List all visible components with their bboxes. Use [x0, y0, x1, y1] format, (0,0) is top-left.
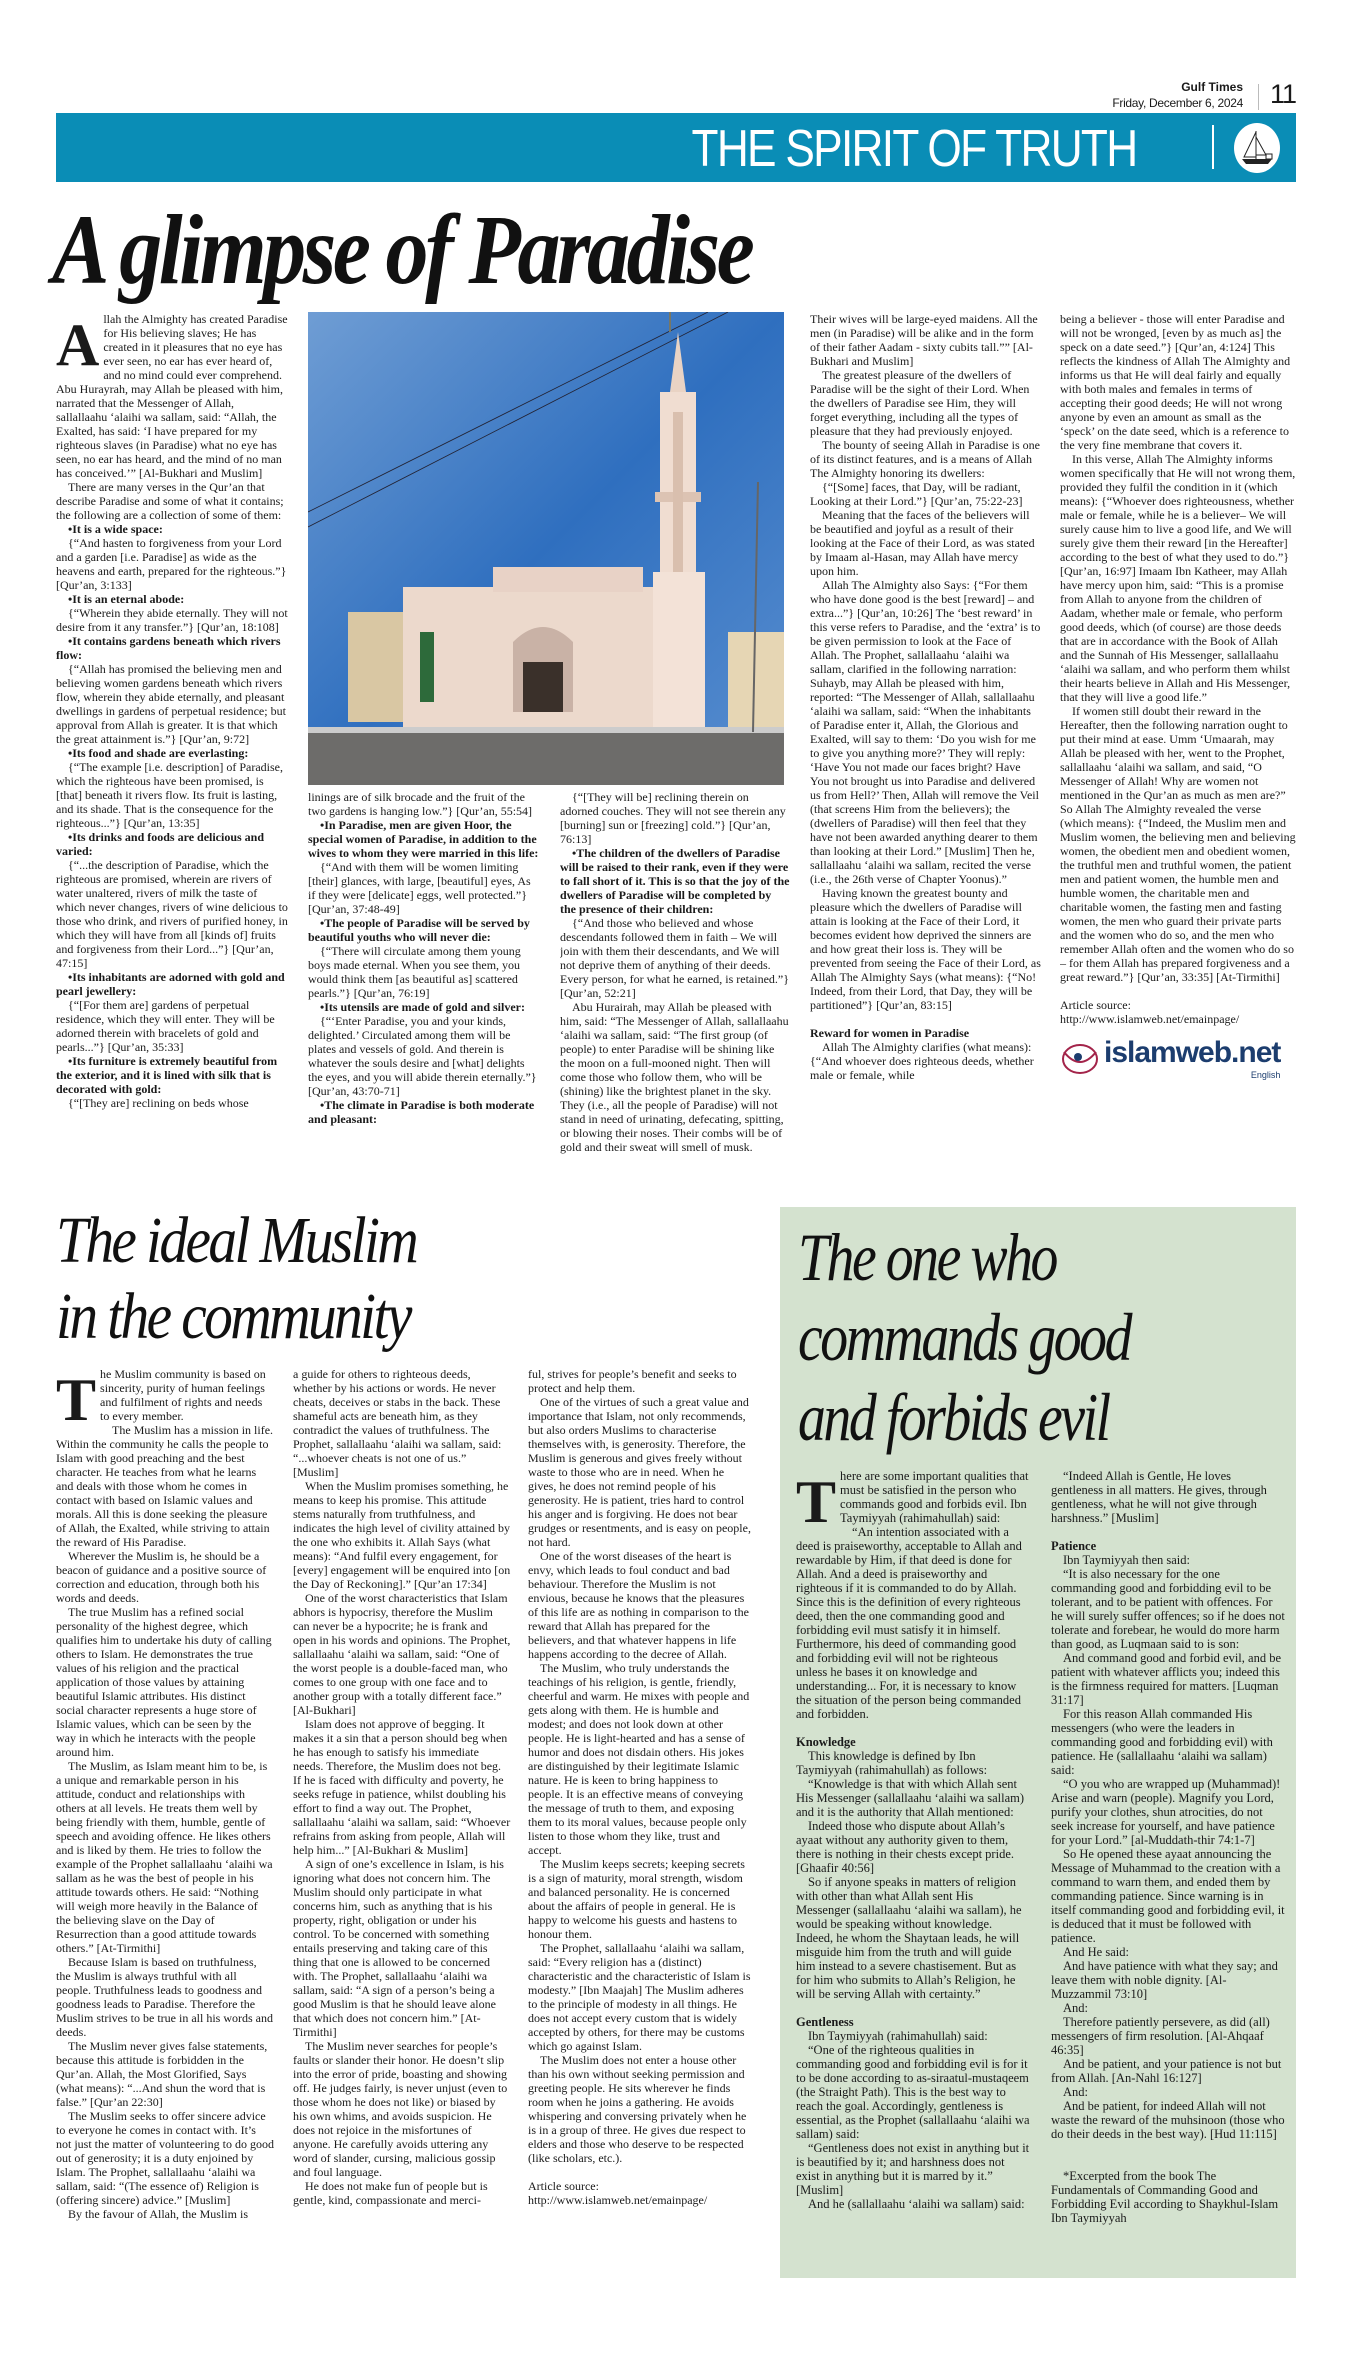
- paragraph-text: The people of Paradise will be served by beautiful youths who will never die:: [308, 916, 530, 944]
- paragraph: [56, 480, 288, 522]
- paragraph-text: Article source: http://www.islamweb.net/emainpage/: [1060, 998, 1240, 1026]
- bullet-heading: [308, 1000, 540, 1014]
- paradise-headline: A glimpse of Paradise: [52, 194, 752, 305]
- paradise-column-5: [1060, 312, 1296, 1182]
- paragraph-text: In this verse, Allah The Almighty informs women specifically that He will not wrong them, provided they fulfil the condition in it (which means): {“Whoever does righteousness, whether male or female, while he is a believer– We will surely cause him to live a good life, and We will surely give them their reward [in the Hereafter] according to the best of what they used to do.”} [Qur’an, 16:97] Imaam Ibn Katheer, may Allah have mercy upon him, said: “This is a promise from Allah to anyone from the children of Aadam, whether male or female, who perform good deeds, which (of course) are those deeds that are in accordance with the Book of Allah and the Sunnah of His Messenger, sallallaahu ‘alaihi wa sallam, and who perform them whilst their hearts believe in Allah and His Messenger, that they will live a good life.”: [1060, 452, 1296, 704]
- paragraph: [796, 2197, 1030, 2211]
- paragraph: [1051, 1469, 1286, 1525]
- paragraph-text: Its inhabitants are adorned with gold and pearl jewellery:: [56, 970, 285, 998]
- paragraph-text: Islam does not approve of begging. It makes it a sin that a person should beg when he has enough to satisfy his immediate needs. Therefore, the Muslim does not beg. If he is faced with difficulty and poverty, he seeks refuge in patience, whilst doubling his effort to find a way out. The Prophet, sallallaahu ‘alaihi wa sallam, said: “Whoever refrains from asking from people, Allah will help him...” [Al-Bukhari & Muslim]: [293, 1717, 511, 1857]
- paragraph-text: For this reason Allah commanded His messengers (who were the leaders in commanding good and forbidding evil) with patience. He (sallallaahu ‘alaihi wa sallam) said:: [1051, 1707, 1273, 1777]
- paragraph-text: Knowledge: [796, 1735, 856, 1749]
- paragraph: [796, 2043, 1030, 2141]
- paragraph-text: Gentleness: [796, 2015, 854, 2029]
- paragraph-text: The children of the dwellers of Paradise will be raised to their rank, even if they were to fall short of it. This is so that the joy of the dwellers of Paradise will be completed by the presence of their children:: [560, 846, 790, 916]
- paragraph: [56, 1955, 274, 2039]
- paragraph-text: It contains gardens beneath which rivers flow:: [56, 634, 281, 662]
- paragraph: [528, 2053, 752, 2165]
- paragraph-text: {“[For them are] gardens of perpetual residence, which they will enter. They will be adorned therein with bracelets of gold and pearls...”} [Qur’an, 35:33]: [56, 998, 275, 1054]
- paragraph-text: {“‘Enter Paradise, you and your kinds, delighted.’ Circulated among them will be plates and vessels of gold. And therein is whatever the souls desire and [what] delights the eyes, and you will abide therein eternally.”} [Qur’an, 43:70-71]: [308, 1014, 537, 1098]
- paragraph-text: So if anyone speaks in matters of religion with other than what Allah sent His Messenger (sallallaahu ‘alaihi wa sallam), he would be speaking without knowledge. Indeed, he whom the Shaytaan leads, he will misguide him from the truth and will guide him instead to a severe chastisement. But as for him who submits to Allah’s Religion, he will be serving Allah with certainty.”: [796, 1875, 1022, 2001]
- paragraph-text: {“[They are] reclining on beds whose: [68, 1096, 249, 1110]
- mosque-photo: [308, 312, 784, 785]
- headline-line-1: The one who: [798, 1219, 1056, 1295]
- section-banner: [56, 113, 1296, 182]
- header-divider: [1258, 84, 1259, 110]
- paragraph-text: And he (sallallaahu ‘alaihi wa sallam) said:: [808, 2197, 1025, 2211]
- paragraph-text: The climate in Paradise is both moderate and pleasant:: [308, 1098, 535, 1126]
- paragraph: [308, 860, 540, 916]
- paragraph-text: Therefore patiently persevere, as did (all) messengers of firm resolution. [Al-Ahqaaf 46:35]: [1051, 2015, 1270, 2057]
- paradise-column-1: [56, 312, 288, 1182]
- paragraph-text: The greatest pleasure of the dwellers of Paradise will be the sight of their Lord. When the dwellers of Paradise see Him, they will forget everything, including all the types of pleasure that they had previously enjoyed.: [810, 368, 1030, 438]
- drop-cap: A: [56, 312, 100, 378]
- paragraph-text: The true Muslim has a refined social personality of the highest degree, which qualifies him to undertake his duty of calling others to Islam. He demonstrates the true values of his religion and the practical application of those values by attaining beautiful Islamic attributes. His distinct social character represents a huge store of Islamic values, which can be seen by the way in which he interacts with the people around him.: [56, 1605, 272, 1759]
- paragraph: [1051, 2057, 1286, 2085]
- paradise-column-4: [810, 312, 1042, 1182]
- paragraph-text: In Paradise, men are given Hoor, the special women of Paradise, in addition to the wives to whom they were married in this life:: [308, 818, 539, 860]
- paragraph-text: linings are of silk brocade and the fruit of the two gardens is hanging low.”} [Qur’an, 55:54]: [308, 790, 533, 818]
- paragraph: [56, 2109, 274, 2207]
- paragraph-text: llah the Almighty has created Paradise for His believing slaves; He has created in it pleasures that no eye has ever seen, no ear has ever heard of, and no mind could ever comprehend. Abu Hurayrah, may Allah be pleased with him, narrated that the Messenger of Allah, sallallaahu ‘alaihi wa sallam, said: “Allah, the Exalted, has said: ‘I have prepared for my righteous slaves (in Paradise) what no eye has seen, no ear has heard, and the mind of no man has conceived.’” [Al-Bukhari and Muslim]: [56, 312, 288, 480]
- paragraph-text: If women still doubt their reward in the Hereafter, then the following narration ought to put their mind at ease. Umm ‘Umaarah, may Allah be pleased with her, went to the Prophet, sallallaahu ‘alaihi wa sallam, and said, “O Messenger of Allah! Why are women not mentioned in the Qur’an as much as men are?” So Allah The Almighty revealed the verse (which means): {“Indeed, the Muslim men and Muslim women, the believing men and believing women, the obedient men and obedient women, the truthful men and truthful women, the patient men and patient women, the humble men and humble women, the charitable men and charitable women, the fasting men and fasting women, the men who guard their private parts and the women who do so, and the men who remember Allah often and the women who do so – for them Allah has prepared forgiveness and a great reward.”} [Qur’an, 33:35] [At-Tirmithi]: [1060, 704, 1296, 984]
- paragraph-text: Meaning that the faces of the believers will be beautified and joyful as a result of their looking at the Face of their Lord, as was stated by Imaam al-Hasan, may Allah have mercy upon him.: [810, 508, 1035, 578]
- headline-line-1: The ideal Muslim: [56, 1204, 417, 1277]
- paragraph: [1051, 1707, 1286, 1777]
- subheading: [810, 1026, 1042, 1040]
- page-number: 11: [1270, 79, 1297, 109]
- paragraph: [560, 916, 790, 1000]
- paragraph-text: {“Allah has promised the believing men and believing women gardens beneath which rivers flow, wherein they abide eternally, and pleasant dwellings in gardens of perpetual residence; but approval from Allah is greater. It is that which the great attainment is.”} [Qur’an, 9:72]: [56, 662, 286, 746]
- paradise-column-2: [308, 790, 540, 1182]
- bullet-heading: [308, 1098, 540, 1126]
- paragraph: [56, 536, 288, 592]
- paragraph-text: The Muslim, as Islam meant him to be, is a unique and remarkable person in his attitude, conduct and relationships with others at all levels. He treats them well by being friendly with them, humble, gentle of speech and avoiding offence. He likes others and is liked by them. He tries to follow the example of the Prophet sallallaahu ‘alaihi wa sallam as he was the best of people in his attitude towards others. He said: “Nothing will weigh more heavily in the Balance of the believing slave on the Day of Resurrection than a good attitude towards others.” [At-Tirmithi]: [56, 1759, 273, 1955]
- paragraph-text: Ibn Taymiyyah then said:: [1063, 1553, 1190, 1567]
- paragraph: [560, 790, 790, 846]
- paragraph: [1051, 2099, 1286, 2141]
- headline-line-2: commands good: [798, 1299, 1130, 1375]
- paragraph-text: *Excerpted from the book The Fundamentals of Commanding Good and Forbidding Evil according to Shaykhul-Islam Ibn Taymiyyah: [1051, 2169, 1279, 2225]
- paragraph-text: here are some important qualities that must be satisfied in the person who commands good and forbids evil. Ibn Taymiyyah (rahimahullah) said:: [840, 1469, 1029, 1525]
- drop-cap: T: [56, 1367, 97, 1433]
- islamweb-logo: [1060, 1036, 1296, 1081]
- issue-date: Friday, December 6, 2024: [1112, 96, 1243, 110]
- paragraph: [528, 1367, 752, 1395]
- ideal-muslim-headline: [56, 1203, 416, 1355]
- paragraph-text: And have patience with what they say; and leave them with noble dignity. [Al-Muzzammil 73:10]: [1051, 1959, 1278, 2001]
- footnote: [1051, 2169, 1286, 2225]
- paragraph: [810, 508, 1042, 578]
- paragraph-text: ful, strives for people’s benefit and seeks to protect and help them.: [528, 1367, 737, 1395]
- paragraph-text: And be patient, and your patience is not but from Allah. [An-Nahl 16:127]: [1051, 2057, 1282, 2085]
- paragraph: [810, 438, 1042, 480]
- subheading: [796, 1735, 1030, 1749]
- paragraph-text: One of the worst characteristics that Islam abhors is hypocrisy, therefore the Muslim can never be a hypocrite; he is frank and open in his words and opinions. The Prophet, sallallaahu ‘alaihi wa sallam, said: “One of the worst people is a double-faced man, who comes to one group with one face and to another group with a totally different face.” [Al-Bukhari]: [293, 1591, 511, 1717]
- paragraph-text: “It is also necessary for the one commanding good and forbidding evil to be tolerant, and to be patient with offences. For he will surely suffer offences; so if he does not tolerate and forebear, he would do more harm than good, as Luqmaan said to is son:: [1051, 1567, 1285, 1651]
- paragraph-text: {“[They will be] reclining therein on adorned couches. They will not see therein any [burning] sun or [freezing] cold.”} [Qur’an, 76:13]: [560, 790, 786, 846]
- paragraph: [810, 480, 1042, 508]
- bullet-heading: [308, 916, 540, 944]
- section-title: THE SPIRIT OF TRUTH: [691, 120, 1136, 178]
- paragraph-text: The Muslim, who truly understands the teachings of his religion, is gentle, friendly, cheerful and warm. He mixes with people and gets along with them. He is humble and modest; and does not look down at other people. He is light-hearted and has a sense of humor and does not disdain others. His jokes are distinguished by their legitimate Islamic nature. He is keen to bring happiness to people. It is an effective means of conveying the message of truth to them, and exposing them to its moral values, because people only listen to those whom they like, trust and accept.: [528, 1661, 750, 1857]
- paragraph: [810, 312, 1042, 368]
- paragraph: [293, 2039, 511, 2179]
- paragraph-text: Patience: [1051, 1539, 1097, 1553]
- paragraph-text: a guide for others to righteous deeds, whether by his actions or words. He never cheats, deceives or stabs in the back. These shameful acts are beneath him, as they contradict the values of truthfulness. The Prophet, sallallaahu ‘alaihi wa sallam, said: “...whoever cheats is not one of us.” [Muslim]: [293, 1367, 502, 1479]
- paragraph: [293, 2179, 511, 2207]
- paragraph: [56, 1549, 274, 1605]
- paragraph: [56, 998, 288, 1054]
- bullet-heading: [56, 830, 288, 858]
- commands-good-headline: [798, 1217, 1130, 1457]
- paragraph-text: “Indeed Allah is Gentle, He loves gentleness in all matters. He gives, through gentleness, what he will not give through harshness.” [Muslim]: [1051, 1469, 1267, 1525]
- paragraph-text: Ibn Taymiyyah (rahimahullah) said:: [808, 2029, 988, 2043]
- paragraph: [1051, 1651, 1286, 1707]
- paragraph-text: This knowledge is defined by Ibn Taymiyyah (rahimahullah) as follows:: [796, 1749, 988, 1777]
- drop-cap: T: [796, 1469, 837, 1535]
- ideal-column-3: [528, 1367, 752, 2279]
- paragraph: [56, 2207, 274, 2221]
- paragraph-text: A sign of one’s excellence in Islam, is his ignoring what does not concern him. The Muslim should only participate in what concerns him, such as anything that is his property, right, obligation or under his control. To be concerned with something entails preserving and taking care of this thing that one is allowed to be concerned with. The Prophet, sallallaahu ‘alaihi wa sallam, said: “A sign of a person’s being a good Muslim is that he should leave alone that which does not concern him.” [At-Tirmithi]: [293, 1857, 504, 2039]
- paragraph: [1051, 2085, 1286, 2099]
- paragraph: [810, 368, 1042, 438]
- paragraph-text: Its utensils are made of gold and silver:: [324, 1000, 525, 1014]
- paragraph-text: He does not make fun of people but is gentle, kind, compassionate and merci-: [293, 2179, 488, 2207]
- paragraph: [1051, 1945, 1286, 1959]
- paragraph-text: And He said:: [1063, 1945, 1129, 1959]
- paragraph-text: Abu Hurairah, may Allah be pleased with him, said: “The Messenger of Allah, sallallaahu ‘alaihi wa sallam, said: “The first group (of people) to enter Paradise will be shining like the moon on a full-mooned night. Then will come those who follow them, who will be (shining) like the brightest planet in the sky. They (i.e., all the people of Paradise) will not stand in need of urinating, defecating, spitting, or blowing their noses. Their combs will be of gold and their sweat will smell of musk.: [560, 1000, 789, 1154]
- newspaper-name: Gulf Times: [1181, 80, 1243, 94]
- bullet-heading: [56, 970, 288, 998]
- ideal-column-2: [293, 1367, 511, 2279]
- paragraph-text: The bounty of seeing Allah in Paradise is one of its distinct features, and is a means of Allah The Almighty honoring its dwellers:: [810, 438, 1040, 480]
- paragraph-text: “One of the righteous qualities in commanding good and forbidding evil is for it to be done according to as-siraatul-mustaqeem (the Straight Path). This is the best way to reach the goal. Accordingly, gentleness is essential, as the Prophet (sallallaahu ‘alaihi wa sallam) said:: [796, 2043, 1030, 2141]
- paragraph: [796, 1525, 1030, 1721]
- paragraph: [1060, 312, 1296, 452]
- bullet-heading: [56, 634, 288, 662]
- paragraph-text: {“...the description of Paradise, which the righteous are promised, wherein are rivers of water unaltered, rivers of milk the taste of which never changes, rivers of wine delicious to those who drink, and rivers of purified honey, in which they will have from all [kinds of] fruits and forgiveness from their Lord...”} [Qur’an, 47:15]: [56, 858, 288, 970]
- paragraph: [796, 1749, 1030, 1777]
- paragraph-text: By the favour of Allah, the Muslim is: [68, 2207, 248, 2221]
- paragraph: [308, 790, 540, 818]
- paragraph: [528, 1549, 752, 1661]
- paragraph-text: “An intention associated with a deed is praiseworthy, acceptable to Allah and rewardable by Him, if that deed is done for Allah. And a deed is praiseworthy and righteous if it is commanded to do by Allah. Since this is the definition of every righteous deed, then the one commanding good and forbidding evil must satisfy it in himself. Furthermore, his deed of commanding good and forbidding evil will not be righteous unless he bases it on knowledge and understanding... For, it is necessary to know the situation of the person being commanded and forbidden.: [796, 1525, 1022, 1721]
- paragraph: [56, 662, 288, 746]
- paragraph-text: Their wives will be large-eyed maidens. All the men (in Paradise) will be alike and in the form of their father Aadam - sixty cubits tall.”” [Al-Bukhari and Muslim]: [810, 312, 1038, 368]
- paragraph-text: Wherever the Muslim is, he should be a beacon of guidance and a positive source of correction and education, through both his words and deeds.: [56, 1549, 267, 1605]
- paragraph-text: {“[Some] faces, that Day, will be radiant, Looking at their Lord.”} [Qur’an, 75:22-23]: [810, 480, 1023, 508]
- paragraph-text: Its furniture is extremely beautiful from the exterior, and it is lined with silk that is decorated with gold:: [56, 1054, 278, 1096]
- headline-line-2: in the community: [56, 1280, 410, 1353]
- paragraph: [810, 886, 1042, 1012]
- paragraph-text: And:: [1063, 2001, 1088, 2015]
- paragraph: [796, 2141, 1030, 2197]
- paragraph-text: Allah The Almighty clarifies (what means): {“And whoever does righteous deeds, whether male or female, while: [810, 1040, 1034, 1082]
- paragraph: [810, 1040, 1042, 1082]
- paragraph: [293, 1717, 511, 1857]
- paragraph: [293, 1367, 511, 1479]
- bullet-heading: [56, 746, 288, 760]
- ideal-column-1: [56, 1367, 274, 2279]
- paragraph: [796, 2029, 1030, 2043]
- paragraph: [293, 1591, 511, 1717]
- article-source: [528, 2179, 752, 2207]
- paragraph-text: he Muslim community is based on sincerity, purity of human feelings and fulfilment of rights and needs to every member.: [100, 1367, 266, 1423]
- paragraph-text: Its drinks and foods are delicious and varied:: [56, 830, 265, 858]
- paragraph: [796, 1777, 1030, 1819]
- paragraph-text: The Muslim does not enter a house other than his own without seeking permission and greeting people. He sits wherever he finds room when he joins a gathering. He avoids whispering and conversing privately when he is in a group of three. He gives due respect to elders and those who deserve to be respected (like scholars, etc.).: [528, 2053, 747, 2165]
- paragraph: [56, 1367, 274, 1433]
- paragraph-text: “Knowledge is that with which Allah sent His Messenger (sallallaahu ‘alaihi wa sallam) and it is the authority that Allah mentioned:: [796, 1777, 1025, 1819]
- bullet-heading: [56, 1054, 288, 1096]
- article-source: [1060, 998, 1296, 1026]
- paragraph: [1060, 452, 1296, 704]
- paragraph: [796, 1875, 1030, 2001]
- paragraph-text: Reward for women in Paradise: [810, 1026, 970, 1040]
- paragraph: [56, 1423, 274, 1549]
- paragraph: [293, 1857, 511, 2039]
- commands-good-box: [780, 1207, 1296, 2278]
- paragraph: [1051, 2015, 1286, 2057]
- paragraph-text: {“Wherein they abide eternally. They will not desire from it any transfer.”} [Qur’an, 18:108]: [56, 606, 288, 634]
- paragraph-text: {“And those who believed and whose descendants followed them in faith – We will join with them their descendants, and We will not deprive them of anything of their deeds. Every person, for what he earned, is retained.”} [Qur’an, 52:21]: [560, 916, 789, 1000]
- paragraph-text: And be patient, for indeed Allah will not waste the reward of the muhsinoon (those who do their deeds in the best way). [Hud 11:115]: [1051, 2099, 1285, 2141]
- commands-column-2: [1051, 1469, 1286, 2272]
- paragraph: [796, 1469, 1030, 1535]
- paragraph-text: The Muslim has a mission in life. Within the community he calls the people to Islam with good preaching and the best character. He teaches from what he learns and deals with those whom he comes in contact with based on Islamic values and morals. All this is done seeking the pleasure of Allah, the Exalted, while striving to attain the reward of His Paradise.: [56, 1423, 274, 1549]
- paragraph-text: “Gentleness does not exist in anything but it is beautified by it; and harshness does not exist in anything but it is marred by it.” [Muslim]: [796, 2141, 1030, 2197]
- subheading: [1051, 1539, 1286, 1553]
- paragraph-text: The Muslim seeks to offer sincere advice to everyone he comes in contact with. It’s not just the matter of volunteering to do good out of generosity; it is a duty enjoined by Islam. The Prophet, sallallaahu ‘alaihi wa sallam, said: “(The essence of) Religion is (offering sincere) advice.” [Muslim]: [56, 2109, 274, 2207]
- paragraph-text: {“And hasten to forgiveness from your Lord and a garden [i.e. Paradise] as wide as the heavens and earth, prepared for the righteous.”} [Qur’an, 3:133]: [56, 536, 287, 592]
- banner-divider: [1212, 125, 1214, 169]
- paragraph: [56, 1759, 274, 1955]
- paragraph-text: {“The example [i.e. description] of Paradise, which the righteous have been promised, is [that] beneath it rivers flow. Its fruit is lasting, and its shade. That is the consequence for the righteous...”} [Qur’an, 13:35]: [56, 760, 284, 830]
- paragraph-text: The Prophet, sallallaahu ‘alaihi wa sallam, said: “Every religion has a (distinct) characteristic and the characteristic of Islam is modesty.” [Ibn Maajah] The Muslim adheres to the principle of modesty in all things. He does not accept every custom that is widely accepted by others, for there may be customs which go against Islam.: [528, 1941, 751, 2053]
- paragraph: [56, 312, 288, 480]
- bullet-heading: [308, 818, 540, 860]
- paragraph: [56, 1605, 274, 1759]
- paragraph-text: And:: [1063, 2085, 1088, 2099]
- bullet-heading: [560, 846, 790, 916]
- commands-column-1: [796, 1469, 1030, 2272]
- paragraph: [1051, 1777, 1286, 1847]
- paragraph-text: There are many verses in the Qur’an that describe Paradise and some of what it contains; the following are a collection of some of them:: [56, 480, 284, 522]
- paragraph: [528, 1941, 752, 2053]
- paragraph: [56, 2039, 274, 2109]
- paragraph-text: The Muslim never gives false statements, because this attitude is forbidden in the Qur’an. Allah, the Most Glorified, Says (what means): “...And shun the word that is false.” [Qur’an 22:30]: [56, 2039, 268, 2109]
- paragraph-text: Indeed those who dispute about Allah’s ayaat without any authority given to them, there is nothing in their chests except pride. [Ghaafir 40:56]: [796, 1819, 1014, 1875]
- paragraph: [56, 1096, 288, 1110]
- globe-icon: [1060, 1042, 1100, 1076]
- paragraph-text: It is an eternal abode:: [72, 592, 185, 606]
- paragraph-text: One of the virtues of such a great value and importance that Islam, not only recommends, but also orders Muslims to characterise themselves with, is generosity. Therefore, the Muslim is generous and gives freely without waste to those who are in need. When he gives, he does not remind people of his generosity. He is patient, tries hard to control his anger and is forgiving. He does not bear grudges or resentments, and is easy on people, not hard.: [528, 1395, 751, 1549]
- paragraph-text: Article source: http://www.islamweb.net/emainpage/: [528, 2179, 708, 2207]
- paragraph: [1060, 704, 1296, 984]
- paragraph-text: Having known the greatest bounty and pleasure which the dwellers of Paradise will attain is looking at the Face of their Lord, it becomes evident how deprived the sinners are and how great their loss is. They will be prevented from seeing the Face of their Lord, as Allah The Almighty Says (what means): {“No! Indeed, from their Lord, that Day, they will be partitioned”} [Qur’an, 83:15]: [810, 886, 1041, 1012]
- paragraph-text: “O you who are wrapped up (Muhammad)! Arise and warn (people). Magnify you Lord, purify your clothes, shun atrocities, do not seek increase for yourself, and have patience for your Lord.” [al-Muddath-thir 74:1-7]: [1051, 1777, 1281, 1847]
- paragraph: [308, 1014, 540, 1098]
- paragraph: [1051, 1553, 1286, 1567]
- paragraph-text: One of the worst diseases of the heart is envy, which leads to foul conduct and bad behaviour. Therefore the Muslim is not envious, because he knows that the pleasures of this life are as nothing in comparison to the reward that Allah has prepared for the believers, and that whatever happens in life happens according to the decree of Allah.: [528, 1549, 749, 1661]
- bullet-heading: [56, 592, 288, 606]
- paragraph: [1051, 1567, 1286, 1651]
- paragraph-text: The Muslim never searches for people’s faults or slander their honor. He doesn’t slip into the error of pride, boasting and showing off. He judges fairly, is never unjust (even to those whom he does not like) or biased by his own whims, and avoids suspicion. He does not rejoice in the misfortunes of anyone. He carefully avoids uttering any word of slander, cursing, malicious gossip and foul language.: [293, 2039, 508, 2179]
- paragraph: [308, 944, 540, 1000]
- paragraph: [528, 1661, 752, 1857]
- paragraph: [1051, 2001, 1286, 2015]
- paragraph-text: {“There will circulate among them young boys made eternal. When you see them, you would think them [as beautiful as] scattered pearls.”} [Qur’an, 76:19]: [308, 944, 521, 1000]
- logo-sub: English: [1250, 1070, 1281, 1080]
- paragraph-text: And command good and forbid evil, and be patient with whatever afflicts you; indeed this is the firmness required for matters. [Luqman 31:17]: [1051, 1651, 1282, 1707]
- headline-line-3: and forbids evil: [798, 1379, 1109, 1455]
- paragraph-text: Allah The Almighty also Says: {“For them who have done good is the best [reward] – and extra...”} [Qur’an, 10:26] The ‘best reward’ in this verse refers to Paradise, and the ‘extra’ is to be given permission to look at the Face of Allah. The Prophet, sallallaahu ‘alaihi wa sallam, clarified in the following narration: Suhayb, may Allah be pleased with him, reported: “The Messenger of Allah, sallallaahu ‘alaihi wa sallam, said: “When the inhabitants of Paradise enter it, Allah, the Glorious and Exalted, will say to them: ‘Do you wish for me to give you anything more?’ They will reply: ‘Have You not made our faces bright? Have You not brought us into Paradise and delivered us from Hell?’ Then, Allah will remove the Veil (that screens Him from the believers); the (dwellers of Paradise) will then feel that they have not been awarded anything dearer to them than looking at their Lord.” [Muslim] Then he, sallallaahu ‘alaihi wa sallam, recited the verse (i.e., the 26th verse of Chapter Yoonus).”: [810, 578, 1041, 886]
- paragraph-text: Because Islam is based on truthfulness, the Muslim is always truthful with all people. Truthfulness leads to goodness and goodness leads to Paradise. Therefore the Muslim strives to be true in all his words and deeds.: [56, 1955, 273, 2039]
- dhow-boat-icon: [1234, 123, 1280, 173]
- paragraph: [56, 606, 288, 634]
- paragraph-text: So He opened these ayaat announcing the Message of Muhammad to the creation with a command to warn them, and ended them by commanding patience. Since warning is in itself commanding good and forbidding evil, it is deduced that it must be followed with patience.: [1051, 1847, 1285, 1945]
- paragraph: [56, 858, 288, 970]
- paragraph: [796, 1819, 1030, 1875]
- paragraph: [56, 760, 288, 830]
- paragraph: [810, 578, 1042, 886]
- logo-name: islamweb.net: [1104, 1036, 1281, 1069]
- paragraph: [1051, 1847, 1286, 1945]
- bullet-heading: [56, 522, 288, 536]
- paragraph: [560, 1000, 790, 1154]
- paragraph-text: {“And with them will be women limiting [their] glances, with large, [beautiful] eyes, As if they were [delicate] eggs, well protected.”} [Qur’an, 37:48-49]: [308, 860, 531, 916]
- paradise-column-3: [560, 790, 790, 1182]
- subheading: [796, 2015, 1030, 2029]
- paragraph-text: When the Muslim promises something, he means to keep his promise. This attitude stems naturally from truthfulness, and indicates the high level of civility attained by the one who exhibits it. Allah Says (what means): “And fulfil every engagement, for [every] engagement will be enquired into [on the Day of Reckoning].” [Qur’an 17:34]: [293, 1479, 511, 1591]
- paragraph-text: It is a wide space:: [72, 522, 163, 536]
- paragraph-text: Its food and shade are everlasting:: [72, 746, 249, 760]
- paragraph: [293, 1479, 511, 1591]
- paragraph-text: being a believer - those will enter Paradise and will not be wronged, [even by as much as] the speck on a date seed.”} [Qur’an, 4:124] This reflects the kindness of Allah The Almighty and informs us that He will deal fairly and equally with both males and females in terms of accepting their good deeds; He will not wrong anyone by even an amount as small as the ‘speck’ on the date seed, which is a reference to the very fine membrane that covers it.: [1060, 312, 1291, 452]
- paragraph: [528, 1395, 752, 1549]
- paragraph: [528, 1857, 752, 1941]
- paragraph-text: The Muslim keeps secrets; keeping secrets is a sign of maturity, moral strength, wisdom and balanced personality. He is concerned about the affairs of people in general. He is happy to welcome his guests and hastens to honour them.: [528, 1857, 745, 1941]
- paragraph: [1051, 1959, 1286, 2001]
